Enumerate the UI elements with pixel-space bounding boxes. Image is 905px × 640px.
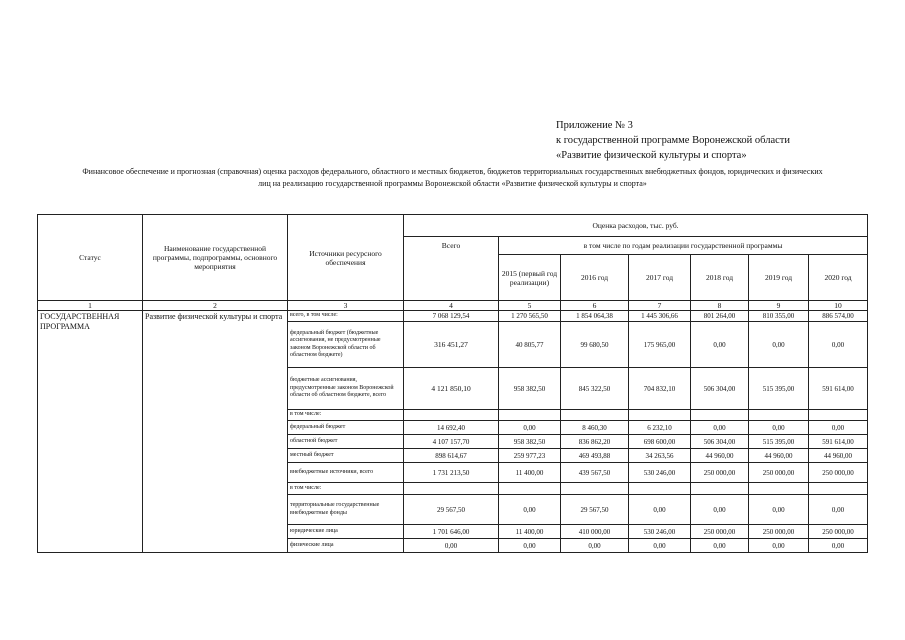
value-cell <box>499 483 561 495</box>
value-cell <box>561 410 629 421</box>
value-cell: 250 000,00 <box>809 525 868 539</box>
value-cell: 40 805,77 <box>499 322 561 368</box>
col-index: 8 <box>691 301 749 311</box>
value-cell: 0,00 <box>629 495 691 525</box>
value-cell: 530 246,00 <box>629 463 691 483</box>
value-cell: 316 451,27 <box>404 322 499 368</box>
value-cell: 958 382,50 <box>499 368 561 410</box>
value-cell: 410 000,00 <box>561 525 629 539</box>
col-index: 2 <box>143 301 288 311</box>
value-cell: 14 692,40 <box>404 421 499 435</box>
value-cell: 259 977,23 <box>499 449 561 463</box>
heading-line-1: Финансовое обеспечение и прогнозная (справочная) оценка расходов федерального, областного и местных бюджетов, бюджетов территориальных государственных внебюджетных фондов, юридических и физических <box>82 167 823 176</box>
value-cell: 0,00 <box>749 421 809 435</box>
value-cell: 29 567,50 <box>561 495 629 525</box>
financing-table <box>37 214 868 553</box>
source-cell: территориальные государственные внебюджетные фонды <box>288 495 404 525</box>
header-year-2017: 2017 год <box>629 255 691 301</box>
value-cell <box>809 410 868 421</box>
value-cell: 0,00 <box>809 539 868 553</box>
value-cell: 515 395,00 <box>749 435 809 449</box>
source-cell: внебюджетные источники, всего <box>288 463 404 483</box>
value-cell: 0,00 <box>809 495 868 525</box>
row-status: ГОСУДАРСТВЕННАЯ ПРОГРАММА <box>38 311 143 553</box>
value-cell: 506 304,00 <box>691 435 749 449</box>
header-year-2018: 2018 год <box>691 255 749 301</box>
value-cell: 0,00 <box>691 495 749 525</box>
appendix-program-name: «Развитие физической культуры и спорта» <box>556 150 747 161</box>
value-cell <box>499 410 561 421</box>
source-cell: местный бюджет <box>288 449 404 463</box>
col-index: 10 <box>809 301 868 311</box>
col-index: 6 <box>561 301 629 311</box>
col-index: 7 <box>629 301 691 311</box>
value-cell: 0,00 <box>749 322 809 368</box>
value-cell: 8 460,30 <box>561 421 629 435</box>
value-cell: 0,00 <box>629 539 691 553</box>
value-cell: 0,00 <box>499 495 561 525</box>
value-cell: 1 854 064,38 <box>561 311 629 322</box>
value-cell <box>749 483 809 495</box>
row-program-name: Развитие физической культуры и спорта <box>143 311 288 553</box>
value-cell <box>561 483 629 495</box>
table-row <box>38 311 868 322</box>
value-cell <box>809 483 868 495</box>
value-cell: 1 701 646,00 <box>404 525 499 539</box>
value-cell: 7 068 129,54 <box>404 311 499 322</box>
col-index: 4 <box>404 301 499 311</box>
source-cell: федеральный бюджет (бюджетные ассигнования, не предусмотренные законом Воронежской области об областном бюджете) <box>288 322 404 368</box>
value-cell: 0,00 <box>749 495 809 525</box>
value-cell: 6 232,10 <box>629 421 691 435</box>
header-year-2020: 2020 год <box>809 255 868 301</box>
value-cell: 44 960,00 <box>691 449 749 463</box>
value-cell <box>404 410 499 421</box>
source-cell: в том числе: <box>288 483 404 495</box>
value-cell: 0,00 <box>499 539 561 553</box>
header-by-years: в том числе по годам реализации государственной программы <box>499 237 868 255</box>
value-cell: 175 965,00 <box>629 322 691 368</box>
appendix-reference: к государственной программе Воронежской области <box>556 135 791 146</box>
value-cell: 0,00 <box>809 322 868 368</box>
value-cell: 845 322,50 <box>561 368 629 410</box>
value-cell: 506 304,00 <box>691 368 749 410</box>
value-cell: 0,00 <box>561 539 629 553</box>
value-cell: 0,00 <box>691 421 749 435</box>
value-cell: 250 000,00 <box>749 525 809 539</box>
col-index: 1 <box>38 301 143 311</box>
value-cell: 530 246,00 <box>629 525 691 539</box>
source-cell: в том числе: <box>288 410 404 421</box>
col-index: 9 <box>749 301 809 311</box>
value-cell: 1 270 565,50 <box>499 311 561 322</box>
value-cell: 4 107 157,70 <box>404 435 499 449</box>
header-year-2016: 2016 год <box>561 255 629 301</box>
source-cell: юридические лица <box>288 525 404 539</box>
source-cell: областной бюджет <box>288 435 404 449</box>
value-cell <box>404 483 499 495</box>
value-cell <box>749 410 809 421</box>
value-cell: 515 395,00 <box>749 368 809 410</box>
value-cell: 0,00 <box>691 539 749 553</box>
value-cell: 0,00 <box>404 539 499 553</box>
value-cell: 99 680,50 <box>561 322 629 368</box>
value-cell: 469 493,88 <box>561 449 629 463</box>
value-cell: 801 264,00 <box>691 311 749 322</box>
header-year-2019: 2019 год <box>749 255 809 301</box>
col-index: 3 <box>288 301 404 311</box>
value-cell: 1 445 306,66 <box>629 311 691 322</box>
value-cell: 0,00 <box>809 421 868 435</box>
value-cell: 0,00 <box>691 322 749 368</box>
heading-line-2: лиц на реализацию государственной программы Воронежской области «Развитие физической культуры и спорта» <box>258 179 647 188</box>
value-cell: 591 614,00 <box>809 435 868 449</box>
header-status: Статус <box>38 215 143 301</box>
value-cell: 898 614,67 <box>404 449 499 463</box>
value-cell <box>691 483 749 495</box>
header-estimate: Оценка расходов, тыс. руб. <box>404 215 868 237</box>
source-cell: физические лица <box>288 539 404 553</box>
value-cell: 698 600,00 <box>629 435 691 449</box>
value-cell: 836 862,20 <box>561 435 629 449</box>
value-cell: 958 382,50 <box>499 435 561 449</box>
value-cell: 886 574,00 <box>809 311 868 322</box>
value-cell: 34 263,56 <box>629 449 691 463</box>
source-cell: федеральный бюджет <box>288 421 404 435</box>
value-cell: 810 355,00 <box>749 311 809 322</box>
header-program-name: Наименование государственной программы, подпрограммы, основного мероприятия <box>143 215 288 301</box>
value-cell: 250 000,00 <box>749 463 809 483</box>
source-cell: бюджетные ассигнования, предусмотренные законом Воронежской области об областном бюджете, всего <box>288 368 404 410</box>
appendix-number: Приложение № 3 <box>556 120 633 131</box>
value-cell: 591 614,00 <box>809 368 868 410</box>
header-total: Всего <box>404 237 499 301</box>
value-cell: 11 400,00 <box>499 463 561 483</box>
value-cell: 4 121 850,10 <box>404 368 499 410</box>
value-cell: 44 960,00 <box>749 449 809 463</box>
value-cell: 44 960,00 <box>809 449 868 463</box>
value-cell: 439 567,50 <box>561 463 629 483</box>
value-cell: 29 567,50 <box>404 495 499 525</box>
value-cell <box>629 410 691 421</box>
col-index: 5 <box>499 301 561 311</box>
value-cell: 1 731 213,50 <box>404 463 499 483</box>
value-cell <box>629 483 691 495</box>
column-index-row <box>38 301 868 311</box>
value-cell: 11 400,00 <box>499 525 561 539</box>
value-cell: 250 000,00 <box>809 463 868 483</box>
document-heading <box>30 166 875 190</box>
value-cell: 250 000,00 <box>691 525 749 539</box>
value-cell: 704 832,10 <box>629 368 691 410</box>
appendix-block <box>556 118 790 163</box>
value-cell: 250 000,00 <box>691 463 749 483</box>
value-cell: 0,00 <box>749 539 809 553</box>
header-year-2015: 2015 (первый год реализации) <box>499 255 561 301</box>
value-cell: 0,00 <box>499 421 561 435</box>
source-cell: всего, в том числе: <box>288 311 404 322</box>
header-sources: Источники ресурсного обеспечения <box>288 215 404 301</box>
value-cell <box>691 410 749 421</box>
